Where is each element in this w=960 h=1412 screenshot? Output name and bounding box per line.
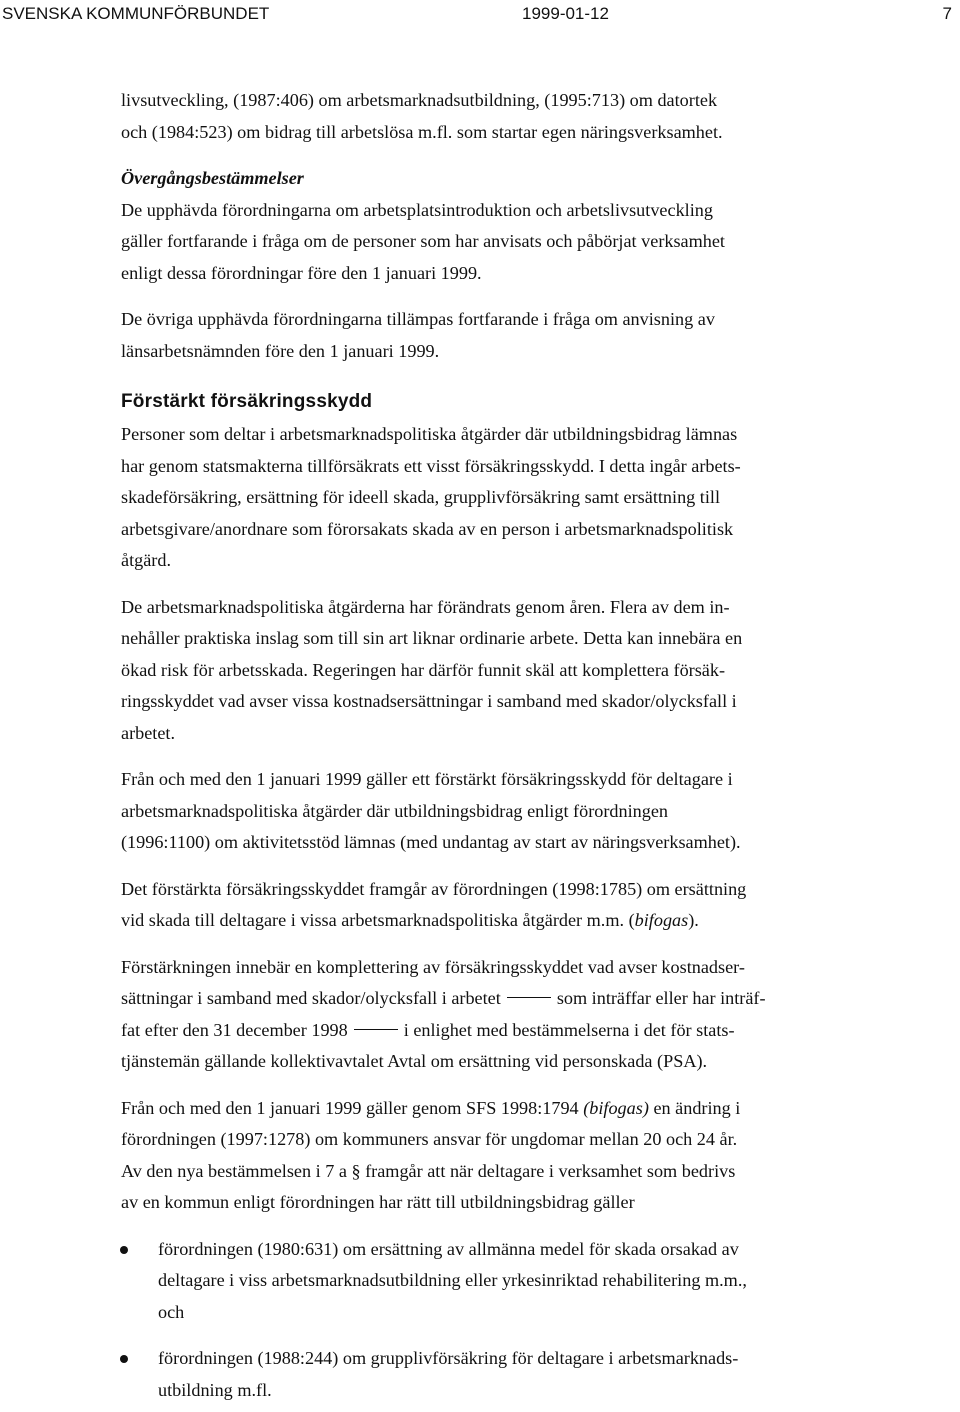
- text-run: i enlighet med bestämmelserna i det för stats-: [403, 1019, 735, 1040]
- transitional-paragraph-1: [121, 195, 913, 290]
- attachment-note: bifogas: [634, 910, 689, 930]
- attachment-note: (bifogas): [583, 1097, 649, 1118]
- text-line: Det förstärkta försäkringsskyddet framgår av förordningen (1998:1785) om ersättning: [121, 878, 747, 899]
- text-line: åtgärd.: [121, 550, 171, 570]
- insurance-paragraph-4: [121, 874, 913, 937]
- document-date: 1999-01-12: [522, 4, 609, 23]
- text-run: sättningar i samband med skador/olycksfall i arbetet: [121, 988, 501, 1008]
- text-line: ringsskyddet vad avser vissa kostnadsersättningar i samband med skador/olycksfall i: [121, 691, 737, 711]
- text-line: utbildning m.fl.: [158, 1379, 272, 1400]
- text-run: Från och med den 1 januari 1999 gäller genom SFS 1998:1794: [121, 1097, 584, 1118]
- insurance-paragraph-1: [121, 419, 913, 577]
- text-line: har genom statsmakterna tillförsäkrats ett visst försäkringsskydd. I detta ingår arbets-: [121, 455, 741, 476]
- text-line: förordningen (1997:1278) om kommuners ansvar för ungdomar mellan 20 och 24 år.: [121, 1129, 738, 1149]
- text-line: länsarbetsnämnden före den 1 januari 1999.: [121, 340, 440, 361]
- text-line: enligt dessa förordningar före den 1 januari 1999.: [121, 262, 482, 283]
- text-line: Personer som deltar i arbetsmarknadspolitiska åtgärder där utbildningsbidrag lämnas: [121, 424, 738, 444]
- em-dash: [507, 997, 551, 998]
- intro-paragraph: [121, 85, 913, 148]
- bullet-icon: [120, 1355, 128, 1363]
- text-line: [121, 983, 913, 1015]
- text-line: arbetsmarknadspolitiska åtgärder där utbildningsbidrag enligt förordningen: [121, 800, 668, 821]
- text-line: gäller fortfarande i fråga om de personer som har anvisats och påbörjat verksamhet: [121, 231, 725, 251]
- text-line: och: [158, 1301, 185, 1322]
- text-run: fat efter den 31 december 1998: [121, 1019, 348, 1040]
- text-line: nehåller praktiska inslag som till sin art liknar ordinarie arbete. Detta kan innebära en: [121, 628, 743, 648]
- text-run: som inträffar eller har inträf-: [556, 988, 766, 1008]
- text-line: arbetet.: [121, 722, 176, 743]
- transitional-heading: Övergångsbestämmelser: [121, 168, 304, 188]
- insurance-paragraph-6: [121, 1093, 913, 1219]
- insurance-paragraph-5: [121, 952, 913, 1078]
- list-item: [121, 1234, 913, 1329]
- bullet-list: [121, 1234, 913, 1407]
- text-line: [121, 1093, 913, 1125]
- text-line: av en kommun enligt förordningen har rätt till utbildningsbidrag gäller: [121, 1192, 635, 1212]
- text-line: skadeförsäkring, ersättning för ideell skada, grupplivförsäkring samt ersättning till: [121, 487, 721, 507]
- text-line: förordningen (1980:631) om ersättning av allmänna medel för skada orsakad av: [158, 1238, 739, 1259]
- text-line: Från och med den 1 januari 1999 gäller ett förstärkt försäkringsskydd för deltagare i: [121, 769, 733, 789]
- organization-name: SVENSKA KOMMUNFÖRBUNDET: [2, 4, 270, 23]
- text-line: ökad risk för arbetsskada. Regeringen har därför funnit skäl att komplettera försäk-: [121, 659, 726, 680]
- text-line: livsutveckling, (1987:406) om arbetsmarknadsutbildning, (1995:713) om datortek: [121, 90, 718, 110]
- text-line: Förstärkningen innebär en komplettering av försäkringsskyddet vad avser kostnadser-: [121, 956, 745, 977]
- text-line: förordningen (1988:244) om grupplivförsäkring för deltagare i arbetsmarknads-: [158, 1348, 739, 1368]
- text-line: arbetsgivare/anordnare som förorsakats skada av en person i arbetsmarknadspolitisk: [121, 518, 734, 539]
- page-number: 7: [942, 4, 952, 23]
- em-dash: [354, 1029, 398, 1030]
- text-line: tjänstemän gällande kollektivavtalet Avtal om ersättning vid personskada (PSA).: [121, 1051, 708, 1071]
- text-line: De arbetsmarknadspolitiska åtgärderna har förändrats genom åren. Flera av dem in-: [121, 596, 730, 617]
- bullet-icon: [120, 1246, 128, 1254]
- insurance-heading: Förstärkt försäkringsskydd: [121, 391, 373, 412]
- text-line: [121, 905, 913, 937]
- text-line: och (1984:523) om bidrag till arbetslösa m.fl. som startar egen näringsverksamhet.: [121, 121, 723, 142]
- page-header: [0, 2, 960, 26]
- text-line: De övriga upphävda förordningarna tillämpas fortfarande i fråga om anvisning av: [121, 309, 715, 329]
- text-line: De upphävda förordningarna om arbetsplatsintroduktion och arbetslivsutveckling: [121, 199, 713, 220]
- text-run: ).: [688, 910, 699, 930]
- text-line: deltagare i viss arbetsmarknadsutbildning eller yrkesinriktad rehabilitering m.m.,: [158, 1270, 747, 1290]
- text-line: Av den nya bestämmelsen i 7 a § framgår att när deltagare i verksamhet som bedrivs: [121, 1160, 736, 1181]
- list-item: [121, 1343, 913, 1406]
- text-run: vid skada till deltagare i vissa arbetsmarknadspolitiska åtgärder m.m. (: [121, 910, 635, 930]
- text-line: (1996:1100) om aktivitetsstöd lämnas (med undantag av start av näringsverksamhet).: [121, 832, 741, 852]
- text-run: en ändring i: [648, 1097, 741, 1118]
- insurance-paragraph-3: [121, 764, 913, 859]
- transitional-paragraph-2: [121, 304, 913, 367]
- insurance-paragraph-2: [121, 592, 913, 750]
- document-body: [121, 85, 913, 1406]
- text-line: [121, 1015, 913, 1047]
